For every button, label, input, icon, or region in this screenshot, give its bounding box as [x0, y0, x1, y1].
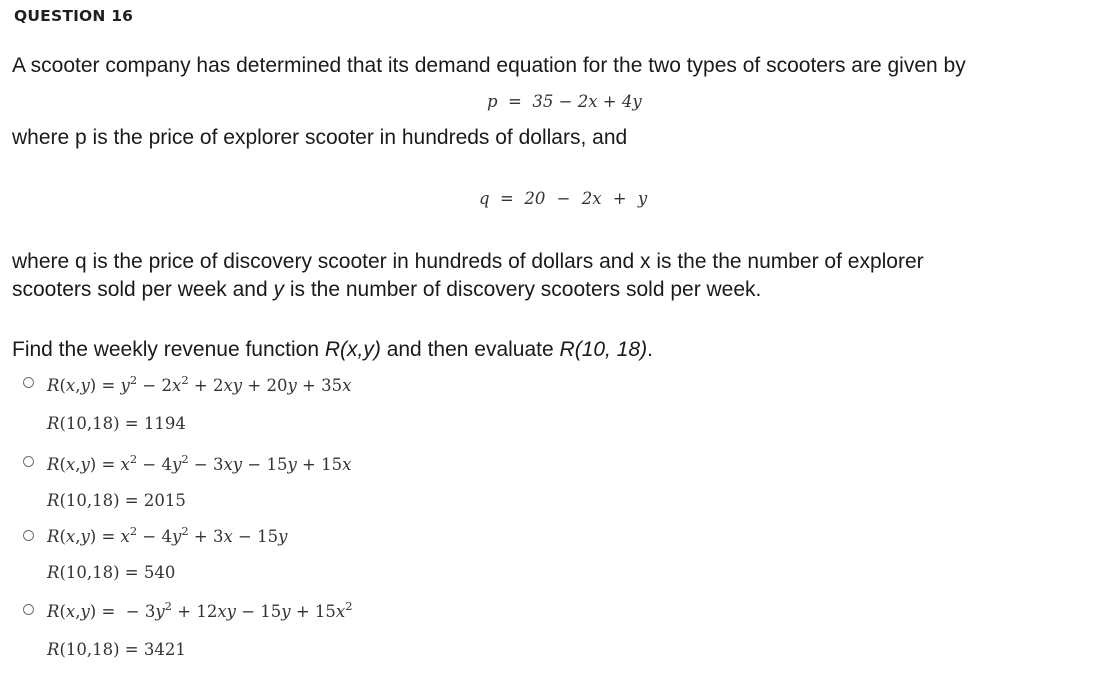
option-3-radio[interactable]	[23, 530, 34, 541]
option-2-function: $R(x,y) = x^2 - 4y^2 - 3xy - 15y + 15x$	[47, 452, 352, 474]
option-4-radio[interactable]	[23, 604, 34, 615]
equation-q: q = 20 − 2x + y	[479, 189, 648, 208]
q-description-line1: where q is the price of discovery scooter in hundreds of dollars and x is the the number of explorer	[12, 250, 924, 273]
equation-q-rhs: 20 − 2x + y	[524, 189, 648, 208]
question-title: QUESTION 16	[14, 7, 134, 25]
q-description-line2-y: y	[273, 278, 284, 301]
prompt-eval: R(10, 18)	[559, 338, 648, 361]
equation-q-lhs: q	[479, 189, 490, 208]
option-3-function: $R(x,y) = x^2 - 4y^2 + 3x - 15y$	[47, 524, 288, 546]
option-1-radio[interactable]	[23, 377, 34, 388]
equation-p-lhs: p	[487, 92, 498, 111]
prompt-function: R(x,y)	[324, 338, 381, 361]
option-2-radio[interactable]	[23, 456, 34, 467]
option-1-value: R(10,18) = 1194	[47, 414, 186, 433]
question-prompt: Find the weekly revenue function R(x,y) and then evaluate R(10, 18).	[12, 338, 653, 361]
option-4-value: R(10,18) = 3421	[47, 640, 186, 659]
option-4-function: R(x,y) = − $3y^2 + 12xy - 15y + 15x^2$	[47, 599, 353, 621]
q-description-line2-b: is the number of discovery scooters sold per week.	[289, 278, 762, 301]
q-description-line2-a: scooters sold per week and	[12, 278, 268, 301]
q-description-line2	[12, 276, 761, 304]
option-1-function: $R(x,y) = y^2 - 2x^2 + 2xy + 20y + 35x$	[47, 373, 352, 395]
option-3-value: R(10,18) = 540	[47, 563, 176, 582]
equation-p-rhs: 35 − 2x + 4y	[532, 92, 642, 111]
question-intro: A scooter company has determined that its demand equation for the two types of scooters are given by	[12, 54, 966, 77]
prompt-text-a: Find the weekly revenue function	[12, 338, 320, 361]
p-description: where p is the price of explorer scooter in hundreds of dollars, and	[12, 126, 628, 149]
prompt-text-b: and then evaluate	[386, 338, 554, 361]
equation-p: p = 35 − 2x + 4y	[487, 92, 642, 111]
option-2-value: R(10,18) = 2015	[47, 491, 186, 510]
